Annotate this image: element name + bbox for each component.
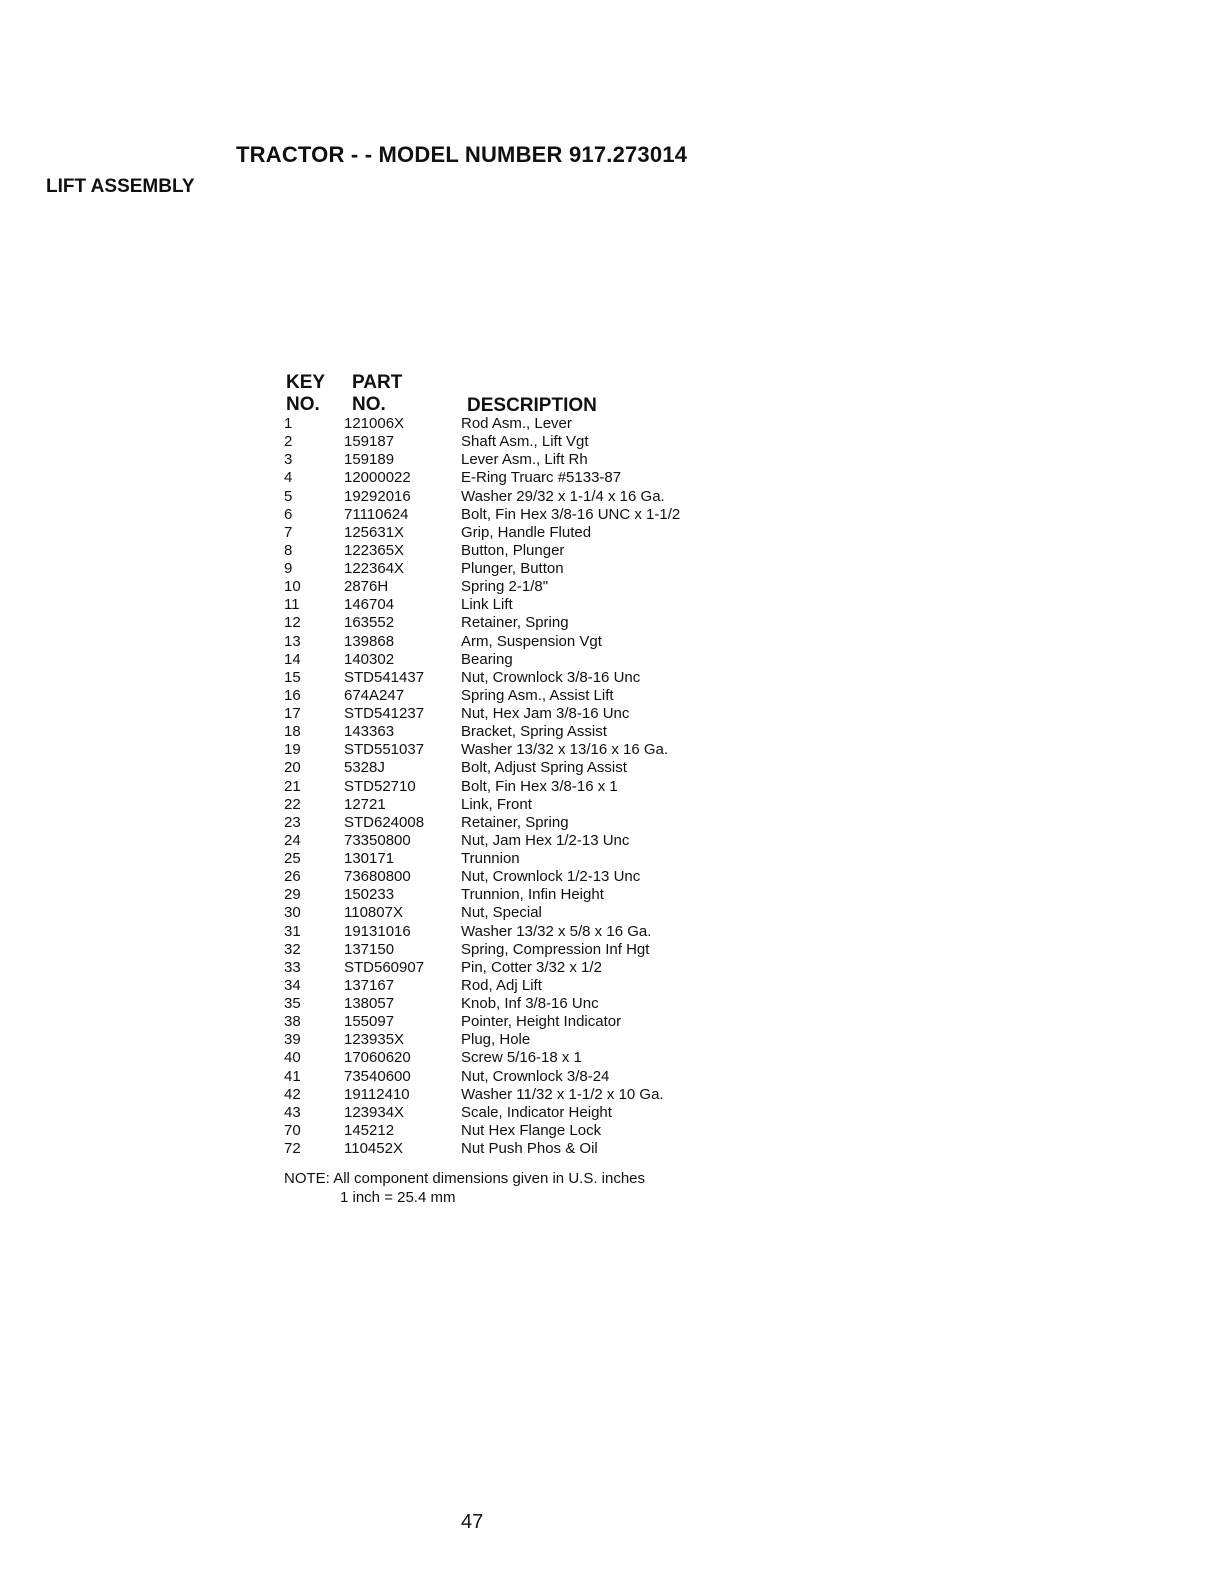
part-number-cell: STD52710 [344, 777, 416, 795]
description-cell: Spring Asm., Assist Lift [461, 686, 614, 704]
table-row [284, 886, 744, 904]
table-row [284, 923, 744, 941]
part-number-cell: 130171 [344, 850, 395, 867]
description-cell: Button, Plunger [461, 541, 565, 559]
key-cell: 9 [284, 560, 293, 577]
part-number-cell: 2876H [344, 578, 389, 596]
table-row [284, 542, 744, 560]
key-cell: 3 [284, 451, 293, 469]
description-cell: Link Lift [461, 596, 513, 614]
part-number-cell: 145212 [344, 1121, 395, 1139]
table-row [284, 669, 744, 687]
key-cell: 13 [284, 632, 301, 650]
part-number-cell: 150233 [344, 886, 395, 904]
description-cell: Washer 29/32 x 1-1/4 x 16 Ga. [461, 487, 665, 505]
table-row [284, 1086, 744, 1104]
description-cell: Rod Asm., Lever [461, 415, 572, 432]
table-row [284, 904, 744, 922]
table-row [284, 832, 744, 850]
description-cell: Bolt, Adjust Spring Assist [461, 759, 627, 777]
part-number-cell: 163552 [344, 614, 395, 632]
table-row [284, 850, 744, 868]
page-number: 47 [461, 1511, 484, 1533]
part-number-cell: 5328J [344, 759, 385, 777]
description-cell: Lever Asm., Lift Rh [461, 451, 588, 469]
description-cell: Knob, Inf 3/8-16 Unc [461, 995, 599, 1012]
table-row [284, 651, 744, 669]
description-cell: Rod, Adj Lift [461, 976, 542, 994]
part-number-cell: STD624008 [344, 813, 425, 831]
key-cell: 23 [284, 813, 301, 831]
description-cell: Spring, Compression Inf Hgt [461, 940, 650, 958]
key-cell: 14 [284, 650, 301, 668]
part-number-cell: 19112410 [344, 1085, 410, 1103]
key-cell: 72 [284, 1140, 301, 1157]
table-row [284, 415, 744, 433]
header-key-top: KEY [286, 372, 326, 393]
note-conversion: 1 inch = 25.4 mm [340, 1189, 456, 1206]
key-cell: 17 [284, 705, 301, 722]
table-row [284, 1013, 744, 1031]
table-row [284, 524, 744, 542]
key-cell: 26 [284, 868, 301, 886]
description-cell: Bracket, Spring Assist [461, 723, 607, 741]
table-row [284, 451, 744, 469]
table-row [284, 433, 744, 451]
table-row [284, 814, 744, 832]
part-number-cell: STD541237 [344, 705, 425, 722]
description-cell: Nut, Crownlock 1/2-13 Unc [461, 868, 641, 886]
part-number-cell: 139868 [344, 632, 395, 650]
part-number-cell: 12721 [344, 795, 386, 813]
key-cell: 40 [284, 1049, 301, 1067]
description-cell: Nut, Crownlock 3/8-24 [461, 1067, 610, 1085]
part-number-cell: 17060620 [344, 1049, 411, 1067]
key-cell: 8 [284, 541, 293, 559]
key-cell: 10 [284, 578, 301, 596]
description-cell: Spring 2-1/8" [461, 578, 549, 596]
table-row [284, 778, 744, 796]
key-cell: 6 [284, 505, 293, 523]
description-cell: Trunnion [461, 850, 520, 867]
table-row [284, 596, 744, 614]
table-row [284, 1122, 744, 1140]
part-number-cell: 121006X [344, 415, 405, 432]
description-cell: Pointer, Height Indicator [461, 1013, 622, 1031]
table-row [284, 941, 744, 959]
table-row [284, 578, 744, 596]
description-cell: E-Ring Truarc #5133-87 [461, 469, 622, 487]
part-number-cell: 155097 [344, 1013, 395, 1031]
description-cell: Nut Push Phos & Oil [461, 1140, 598, 1157]
part-number-cell: 125631X [344, 523, 405, 541]
part-number-cell: 146704 [344, 596, 395, 614]
description-cell: Nut, Jam Hex 1/2-13 Unc [461, 831, 630, 849]
key-cell: 38 [284, 1013, 301, 1031]
description-cell: Bolt, Fin Hex 3/8-16 UNC x 1-1/2 [461, 505, 681, 523]
part-number-cell: 137150 [344, 940, 395, 958]
description-cell: Retainer, Spring [461, 614, 569, 632]
key-cell: 29 [284, 886, 301, 904]
key-cell: 7 [284, 523, 293, 541]
page-title: TRACTOR - - MODEL NUMBER 917.273014 [236, 142, 688, 167]
description-cell: Washer 11/32 x 1-1/2 x 10 Ga. [461, 1085, 664, 1103]
table-row [284, 868, 744, 886]
key-cell: 43 [284, 1103, 301, 1121]
description-cell: Pin, Cotter 3/32 x 1/2 [461, 958, 602, 976]
section-title: LIFT ASSEMBLY [46, 176, 195, 197]
table-row [284, 488, 744, 506]
key-cell: 16 [284, 686, 301, 704]
description-cell: Arm, Suspension Vgt [461, 632, 602, 650]
key-cell: 20 [284, 759, 301, 777]
table-row [284, 959, 744, 977]
description-cell: Shaft Asm., Lift Vgt [461, 433, 589, 451]
description-cell: Nut, Hex Jam 3/8-16 Unc [461, 705, 630, 722]
table-row [284, 723, 744, 741]
key-cell: 4 [284, 469, 293, 487]
description-cell: Nut Hex Flange Lock [461, 1121, 602, 1139]
description-cell: Retainer, Spring [461, 813, 569, 831]
part-number-cell: 73350800 [344, 831, 411, 849]
description-cell: Trunnion, Infin Height [461, 886, 604, 904]
table-row [284, 1068, 744, 1086]
key-cell: 21 [284, 777, 301, 795]
table-row [284, 977, 744, 995]
table-row [284, 796, 744, 814]
description-cell: Nut, Crownlock 3/8-16 Unc [461, 668, 641, 686]
table-row [284, 506, 744, 524]
key-cell: 2 [284, 433, 293, 451]
part-number-cell: 122364X [344, 560, 405, 577]
part-number-cell: 159189 [344, 451, 395, 469]
key-cell: 30 [284, 904, 301, 922]
key-cell: 15 [284, 668, 301, 686]
part-number-cell: 674A247 [344, 686, 405, 704]
table-row [284, 633, 744, 651]
part-number-cell: 123934X [344, 1103, 405, 1121]
part-number-cell: STD551037 [344, 741, 425, 759]
key-cell: 33 [284, 958, 301, 976]
note-line [284, 1170, 645, 1187]
table-row [284, 1104, 744, 1122]
table-row [284, 741, 744, 759]
key-cell: 34 [284, 976, 301, 994]
part-number-cell: STD560907 [344, 958, 425, 976]
key-cell: 18 [284, 723, 301, 741]
header-description: DESCRIPTION [467, 395, 597, 416]
key-cell: 39 [284, 1031, 301, 1049]
table-row [284, 705, 744, 723]
part-number-cell: 140302 [344, 650, 395, 668]
description-cell: Screw 5/16-18 x 1 [461, 1049, 582, 1067]
key-cell: 41 [284, 1067, 301, 1085]
part-number-cell: 12000022 [344, 469, 411, 487]
key-cell: 12 [284, 614, 301, 632]
key-cell: 22 [284, 795, 301, 813]
part-number-cell: 73680800 [344, 868, 411, 886]
description-cell: Plug, Hole [461, 1031, 531, 1049]
key-cell: 31 [284, 922, 301, 940]
description-cell: Plunger, Button [461, 560, 564, 577]
key-cell: 5 [284, 487, 293, 505]
table-row [284, 560, 744, 578]
part-number-cell: 73540600 [344, 1067, 411, 1085]
table-row [284, 614, 744, 632]
note-label: NOTE: [284, 1170, 330, 1187]
key-cell: 42 [284, 1085, 301, 1103]
part-number-cell: 71110624 [344, 505, 409, 523]
parts-list [284, 415, 744, 1158]
table-row [284, 1140, 744, 1158]
description-cell: Bearing [461, 650, 513, 668]
description-cell: Scale, Indicator Height [461, 1103, 612, 1121]
table-row [284, 687, 744, 705]
part-number-cell: 137167 [344, 976, 395, 994]
description-cell: Nut, Special [461, 904, 542, 922]
description-cell: Bolt, Fin Hex 3/8-16 x 1 [461, 777, 618, 795]
table-row [284, 995, 744, 1013]
table-row [284, 1031, 744, 1049]
header-part-bottom: NO. [352, 394, 386, 415]
table-row [284, 1049, 744, 1067]
description-cell: Grip, Handle Fluted [461, 523, 592, 541]
key-cell: 24 [284, 831, 301, 849]
key-cell: 11 [284, 596, 300, 614]
table-row [284, 469, 744, 487]
part-number-cell: 123935X [344, 1031, 405, 1049]
header-key-bottom: NO. [286, 394, 320, 415]
part-number-cell: 19292016 [344, 487, 411, 505]
part-number-cell: 122365X [344, 541, 405, 559]
table-row [284, 759, 744, 777]
key-cell: 70 [284, 1121, 301, 1139]
key-cell: 25 [284, 850, 301, 867]
key-cell: 19 [284, 741, 301, 759]
key-cell: 1 [284, 415, 293, 432]
part-number-cell: STD541437 [344, 668, 425, 686]
description-cell: Washer 13/32 x 5/8 x 16 Ga. [461, 922, 652, 940]
part-number-cell: 110452X [344, 1140, 403, 1157]
header-part-top: PART [352, 372, 403, 393]
note-text: All component dimensions given in U.S. inches [333, 1170, 646, 1187]
part-number-cell: 19131016 [344, 922, 411, 940]
description-cell: Link, Front [461, 795, 532, 813]
description-cell: Washer 13/32 x 13/16 x 16 Ga. [461, 741, 669, 759]
part-number-cell: 143363 [344, 723, 395, 741]
part-number-cell: 159187 [344, 433, 395, 451]
key-cell: 35 [284, 995, 301, 1012]
key-cell: 32 [284, 940, 301, 958]
part-number-cell: 138057 [344, 995, 395, 1012]
part-number-cell: 110807X [344, 904, 403, 922]
